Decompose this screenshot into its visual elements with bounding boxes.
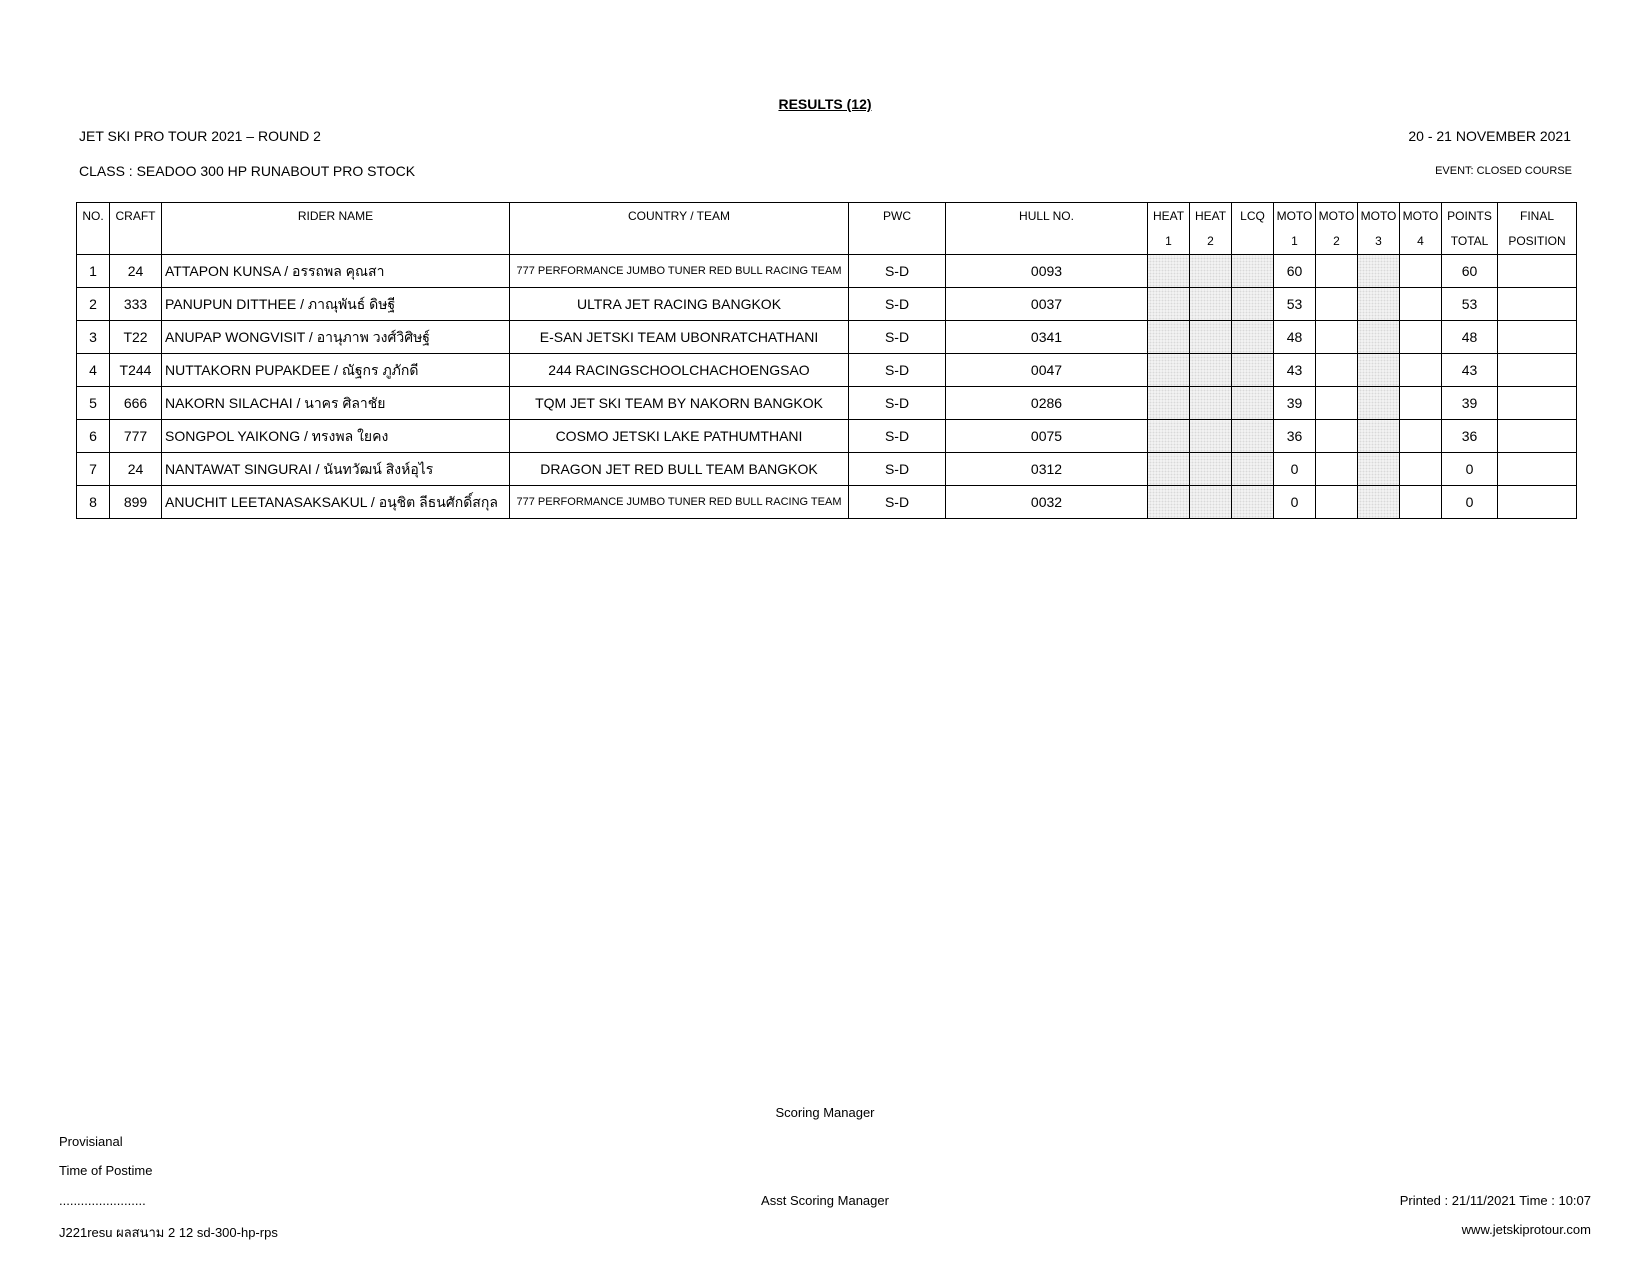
cell-lcq: [1232, 453, 1274, 486]
cell-moto-1: 48: [1274, 321, 1316, 354]
cell-moto-2: [1316, 288, 1358, 321]
cell-moto-3: [1358, 486, 1400, 519]
table-row: [77, 420, 1577, 453]
col-header-rider-name: RIDER NAME: [162, 203, 510, 255]
table-row: [77, 387, 1577, 420]
col-header-moto-3: MOTO 3: [1358, 203, 1400, 255]
cell-no: 4: [77, 354, 110, 387]
cell-lcq: [1232, 354, 1274, 387]
cell-lcq: [1232, 420, 1274, 453]
cell-country-team: ULTRA JET RACING BANGKOK: [510, 288, 849, 321]
cell-hull-no: 0032: [946, 486, 1148, 519]
scoring-manager-label: Scoring Manager: [775, 1105, 875, 1120]
cell-rider-name: NUTTAKORN PUPAKDEE / ณัฐกร ภูภักดี: [162, 354, 510, 387]
cell-craft: T22: [110, 321, 162, 354]
cell-moto-1: 36: [1274, 420, 1316, 453]
table-row: [77, 321, 1577, 354]
cell-moto-3: [1358, 255, 1400, 288]
cell-country-team: 777 PERFORMANCE JUMBO TUNER RED BULL RACING TEAM: [510, 486, 849, 519]
cell-pwc: S-D: [849, 486, 946, 519]
signature-dots: ........................: [59, 1193, 146, 1208]
cell-pwc: S-D: [849, 354, 946, 387]
cell-pwc: S-D: [849, 387, 946, 420]
cell-points-total: 48: [1442, 321, 1498, 354]
col-header-points-total: POINTS TOTAL: [1442, 203, 1498, 255]
page-title: RESULTS (12): [778, 96, 872, 112]
cell-country-team: DRAGON JET RED BULL TEAM BANGKOK: [510, 453, 849, 486]
cell-heat-2: [1190, 288, 1232, 321]
cell-pwc: S-D: [849, 321, 946, 354]
event-date: 20 - 21 NOVEMBER 2021: [1408, 128, 1571, 144]
cell-final-position: [1498, 255, 1577, 288]
cell-heat-2: [1190, 255, 1232, 288]
cell-heat-1: [1148, 255, 1190, 288]
cell-moto-4: [1400, 420, 1442, 453]
cell-lcq: [1232, 387, 1274, 420]
cell-hull-no: 0286: [946, 387, 1148, 420]
asst-scoring-manager-label: Asst Scoring Manager: [761, 1193, 889, 1208]
cell-moto-4: [1400, 486, 1442, 519]
cell-moto-4: [1400, 387, 1442, 420]
cell-moto-2: [1316, 354, 1358, 387]
cell-moto-3: [1358, 453, 1400, 486]
cell-country-team: TQM JET SKI TEAM BY NAKORN BANGKOK: [510, 387, 849, 420]
cell-craft: 24: [110, 255, 162, 288]
table-header-row: [77, 203, 1577, 255]
table-row: [77, 453, 1577, 486]
cell-heat-2: [1190, 486, 1232, 519]
file-reference: J221resu ผลสนาม 2 12 sd-300-hp-rps: [59, 1225, 278, 1240]
cell-final-position: [1498, 387, 1577, 420]
cell-hull-no: 0047: [946, 354, 1148, 387]
cell-heat-1: [1148, 354, 1190, 387]
cell-heat-2: [1190, 387, 1232, 420]
cell-moto-3: [1358, 420, 1400, 453]
cell-rider-name: NAKORN SILACHAI / นาคร ศิลาชัย: [162, 387, 510, 420]
cell-heat-1: [1148, 321, 1190, 354]
cell-no: 1: [77, 255, 110, 288]
col-header-lcq: LCQ: [1232, 203, 1274, 255]
cell-rider-name: ATTAPON KUNSA / อรรถพล คุณสา: [162, 255, 510, 288]
cell-country-team: E-SAN JETSKI TEAM UBONRATCHATHANI: [510, 321, 849, 354]
cell-craft: 777: [110, 420, 162, 453]
cell-hull-no: 0312: [946, 453, 1148, 486]
printed-timestamp: Printed : 21/11/2021 Time : 10:07: [1399, 1193, 1591, 1208]
cell-moto-4: [1400, 354, 1442, 387]
col-header-pwc: PWC: [849, 203, 946, 255]
col-header-no: NO.: [77, 203, 110, 255]
cell-moto-1: 39: [1274, 387, 1316, 420]
col-header-country-team: COUNTRY / TEAM: [510, 203, 849, 255]
event-type: EVENT: CLOSED COURSE: [1435, 165, 1572, 177]
cell-moto-2: [1316, 453, 1358, 486]
cell-craft: 24: [110, 453, 162, 486]
cell-moto-1: 0: [1274, 453, 1316, 486]
cell-country-team: 244 RACINGSCHOOLCHACHOENGSAO: [510, 354, 849, 387]
cell-rider-name: NANTAWAT SINGURAI / นันทวัฒน์ สิงห์อุไร: [162, 453, 510, 486]
col-header-moto-4: MOTO 4: [1400, 203, 1442, 255]
cell-hull-no: 0341: [946, 321, 1148, 354]
cell-pwc: S-D: [849, 420, 946, 453]
cell-moto-4: [1400, 255, 1442, 288]
cell-heat-1: [1148, 288, 1190, 321]
cell-no: 3: [77, 321, 110, 354]
results-table: [76, 202, 1577, 519]
cell-moto-1: 60: [1274, 255, 1316, 288]
cell-rider-name: SONGPOL YAIKONG / ทรงพล ใยคง: [162, 420, 510, 453]
cell-heat-1: [1148, 486, 1190, 519]
cell-heat-1: [1148, 420, 1190, 453]
cell-moto-1: 0: [1274, 486, 1316, 519]
cell-moto-4: [1400, 321, 1442, 354]
cell-points-total: 0: [1442, 486, 1498, 519]
cell-no: 6: [77, 420, 110, 453]
col-header-moto-1: MOTO 1: [1274, 203, 1316, 255]
cell-heat-2: [1190, 354, 1232, 387]
cell-moto-2: [1316, 387, 1358, 420]
cell-craft: 333: [110, 288, 162, 321]
cell-lcq: [1232, 486, 1274, 519]
cell-moto-3: [1358, 387, 1400, 420]
cell-points-total: 43: [1442, 354, 1498, 387]
table-row: [77, 354, 1577, 387]
cell-lcq: [1232, 288, 1274, 321]
cell-pwc: S-D: [849, 255, 946, 288]
cell-craft: 666: [110, 387, 162, 420]
cell-hull-no: 0075: [946, 420, 1148, 453]
cell-hull-no: 0093: [946, 255, 1148, 288]
cell-final-position: [1498, 288, 1577, 321]
table-row: [77, 288, 1577, 321]
cell-moto-1: 43: [1274, 354, 1316, 387]
cell-moto-3: [1358, 321, 1400, 354]
website-link[interactable]: www.jetskiprotour.com: [1461, 1222, 1591, 1237]
cell-moto-2: [1316, 255, 1358, 288]
col-header-heat-2: HEAT 2: [1190, 203, 1232, 255]
table-row: [77, 486, 1577, 519]
cell-no: 8: [77, 486, 110, 519]
cell-final-position: [1498, 486, 1577, 519]
cell-no: 5: [77, 387, 110, 420]
time-of-postime-label: Time of Postime: [59, 1163, 153, 1178]
cell-heat-1: [1148, 453, 1190, 486]
cell-lcq: [1232, 321, 1274, 354]
cell-moto-2: [1316, 321, 1358, 354]
cell-rider-name: ANUCHIT LEETANASAKSAKUL / อนุชิต ลีธนศักดิ์สกุล: [162, 486, 510, 519]
cell-points-total: 36: [1442, 420, 1498, 453]
class-name: CLASS : SEADOO 300 HP RUNABOUT PRO STOCK: [79, 163, 416, 179]
cell-craft: T244: [110, 354, 162, 387]
cell-points-total: 39: [1442, 387, 1498, 420]
table-row: [77, 255, 1577, 288]
cell-moto-1: 53: [1274, 288, 1316, 321]
cell-moto-2: [1316, 420, 1358, 453]
cell-country-team: COSMO JETSKI LAKE PATHUMTHANI: [510, 420, 849, 453]
cell-hull-no: 0037: [946, 288, 1148, 321]
cell-lcq: [1232, 255, 1274, 288]
cell-heat-2: [1190, 420, 1232, 453]
cell-heat-1: [1148, 387, 1190, 420]
cell-final-position: [1498, 354, 1577, 387]
cell-points-total: 0: [1442, 453, 1498, 486]
col-header-final-position: FINAL POSITION: [1498, 203, 1577, 255]
cell-final-position: [1498, 420, 1577, 453]
cell-rider-name: PANUPUN DITTHEE / ภาณุพันธ์ ดิษฐี: [162, 288, 510, 321]
cell-heat-2: [1190, 453, 1232, 486]
provisional-label: Provisianal: [59, 1134, 123, 1149]
cell-no: 7: [77, 453, 110, 486]
cell-points-total: 60: [1442, 255, 1498, 288]
cell-moto-4: [1400, 453, 1442, 486]
cell-rider-name: ANUPAP WONGVISIT / อานุภาพ วงศ์วิศิษฐ์: [162, 321, 510, 354]
cell-moto-3: [1358, 288, 1400, 321]
cell-pwc: S-D: [849, 453, 946, 486]
cell-final-position: [1498, 453, 1577, 486]
cell-craft: 899: [110, 486, 162, 519]
cell-moto-3: [1358, 354, 1400, 387]
cell-final-position: [1498, 321, 1577, 354]
cell-no: 2: [77, 288, 110, 321]
cell-country-team: 777 PERFORMANCE JUMBO TUNER RED BULL RACING TEAM: [510, 255, 849, 288]
col-header-moto-2: MOTO 2: [1316, 203, 1358, 255]
col-header-heat-1: HEAT 1: [1148, 203, 1190, 255]
cell-moto-4: [1400, 288, 1442, 321]
cell-moto-2: [1316, 486, 1358, 519]
cell-pwc: S-D: [849, 288, 946, 321]
col-header-craft: CRAFT: [110, 203, 162, 255]
event-name: JET SKI PRO TOUR 2021 – ROUND 2: [79, 128, 321, 144]
cell-heat-2: [1190, 321, 1232, 354]
cell-points-total: 53: [1442, 288, 1498, 321]
col-header-hull-no: HULL NO.: [946, 203, 1148, 255]
